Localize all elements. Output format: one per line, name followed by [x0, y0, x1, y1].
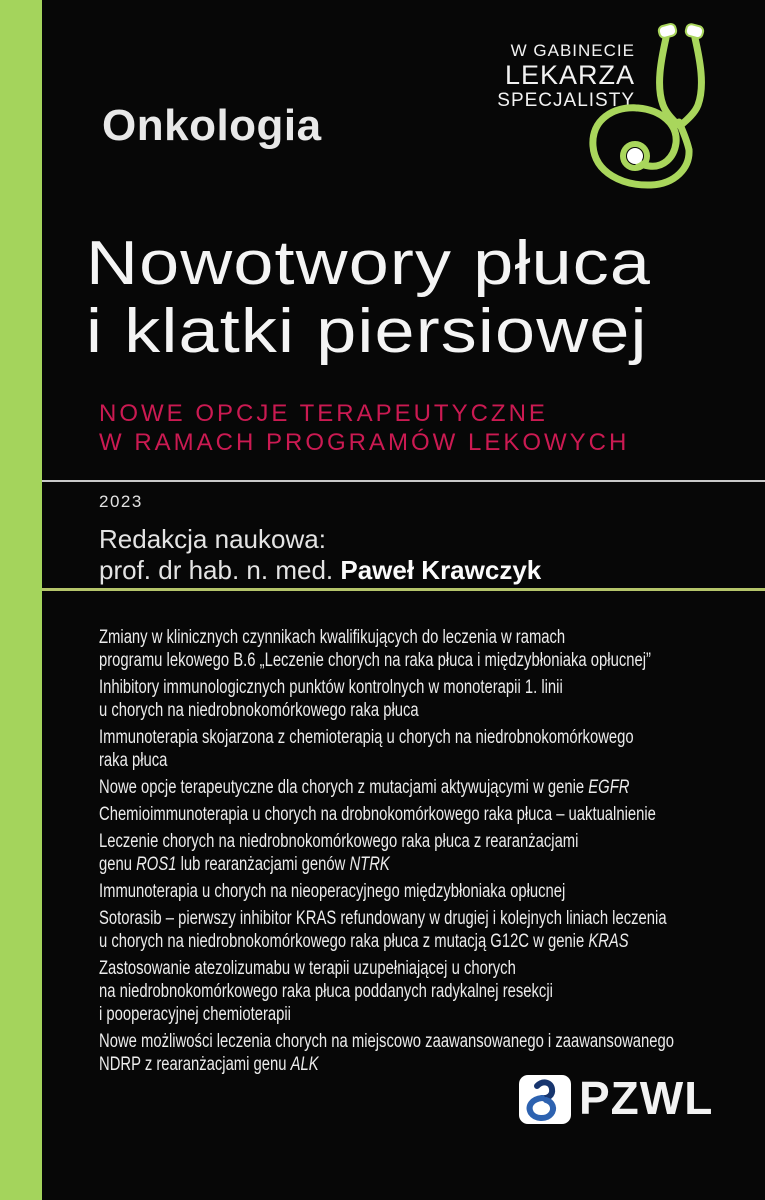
topic-item: Nowe opcje terapeutyczne dla chorych z mutacjami aktywującymi w genie EGFR [99, 777, 630, 798]
book-subtitle-line-2: W RAMACH PROGRAMÓW LEKOWYCH [99, 429, 630, 456]
series-line-2: LEKARZA [504, 59, 635, 90]
publisher-name: PZWL [579, 1072, 714, 1124]
year-label: 2023 [99, 492, 143, 511]
book-subtitle [99, 399, 629, 457]
topic-item: Immunoterapia u chorych na nieoperacyjnego międzybłoniaka opłucnej [99, 881, 566, 902]
series-line-3: SPECJALISTY [497, 90, 635, 112]
editor-name: Paweł Krawczyk [340, 555, 542, 585]
divider-top [42, 480, 765, 482]
book-title-line-1: Nowotwory płuca [86, 229, 652, 298]
topic-item: Zmiany w klinicznych czynnikach kwalifikujących do leczenia w ramach programu lekowego B.6 „Leczenie chorych na raka płuca i międzybłoniaka opłucnej” [99, 627, 651, 671]
divider-bottom [42, 588, 765, 591]
topic-item: Immunoterapia skojarzona z chemioterapią u chorych na niedrobnokomórkowego raka płuca [99, 727, 634, 771]
pzwl-snake-icon [519, 1075, 571, 1124]
series-line-1: W GABINECIE [510, 41, 635, 60]
publisher-logo [519, 1075, 571, 1124]
editor-line [99, 555, 541, 586]
book-subtitle-line-1: NOWE OPCJE TERAPEUTYCZNE [99, 400, 548, 427]
editors-block [99, 524, 541, 586]
accent-stripe [0, 0, 42, 1200]
topics-list [99, 626, 744, 1080]
topic-item: Inhibitory immunologicznych punktów kontrolnych w monoterapii 1. linii u chorych na niedrobnokomórkowego raka płuca [99, 677, 563, 721]
topic-item: Leczenie chorych na niedrobnokomórkowego raka płuca z rearanżacjami genu ROS1 lub rearanżacjami genów NTRK [99, 831, 579, 875]
editor-prefix: prof. dr hab. n. med. [99, 555, 341, 585]
book-title [86, 229, 652, 366]
topic-item: Zastosowanie atezolizumabu w terapii uzupełniającej u chorych na niedrobnokomórkowego raka płuca poddanych radykalnej resekcji i pooperacyjnej chemioterapii [99, 958, 553, 1025]
topic-item: Nowe możliwości leczenia chorych na miejscowo zaawansowanego i zaawansowanego NDRP z rearanżacjami genu ALK [99, 1031, 674, 1075]
editors-label: Redakcja naukowa: [99, 524, 326, 554]
book-title-line-2: i klatki piersiowej [86, 297, 648, 366]
topic-item: Sotorasib – pierwszy inhibitor KRAS refundowany w drugiej i kolejnych liniach leczenia u chorych na niedrobnokomórkowego raka płuca z mutacją G12C w genie KRAS [99, 908, 667, 952]
category-title: Onkologia [102, 101, 322, 150]
stethoscope-icon [583, 8, 765, 200]
topic-item: Chemioimmunoterapia u chorych na drobnokomórkowego raka płuca – uaktualnienie [99, 804, 656, 825]
